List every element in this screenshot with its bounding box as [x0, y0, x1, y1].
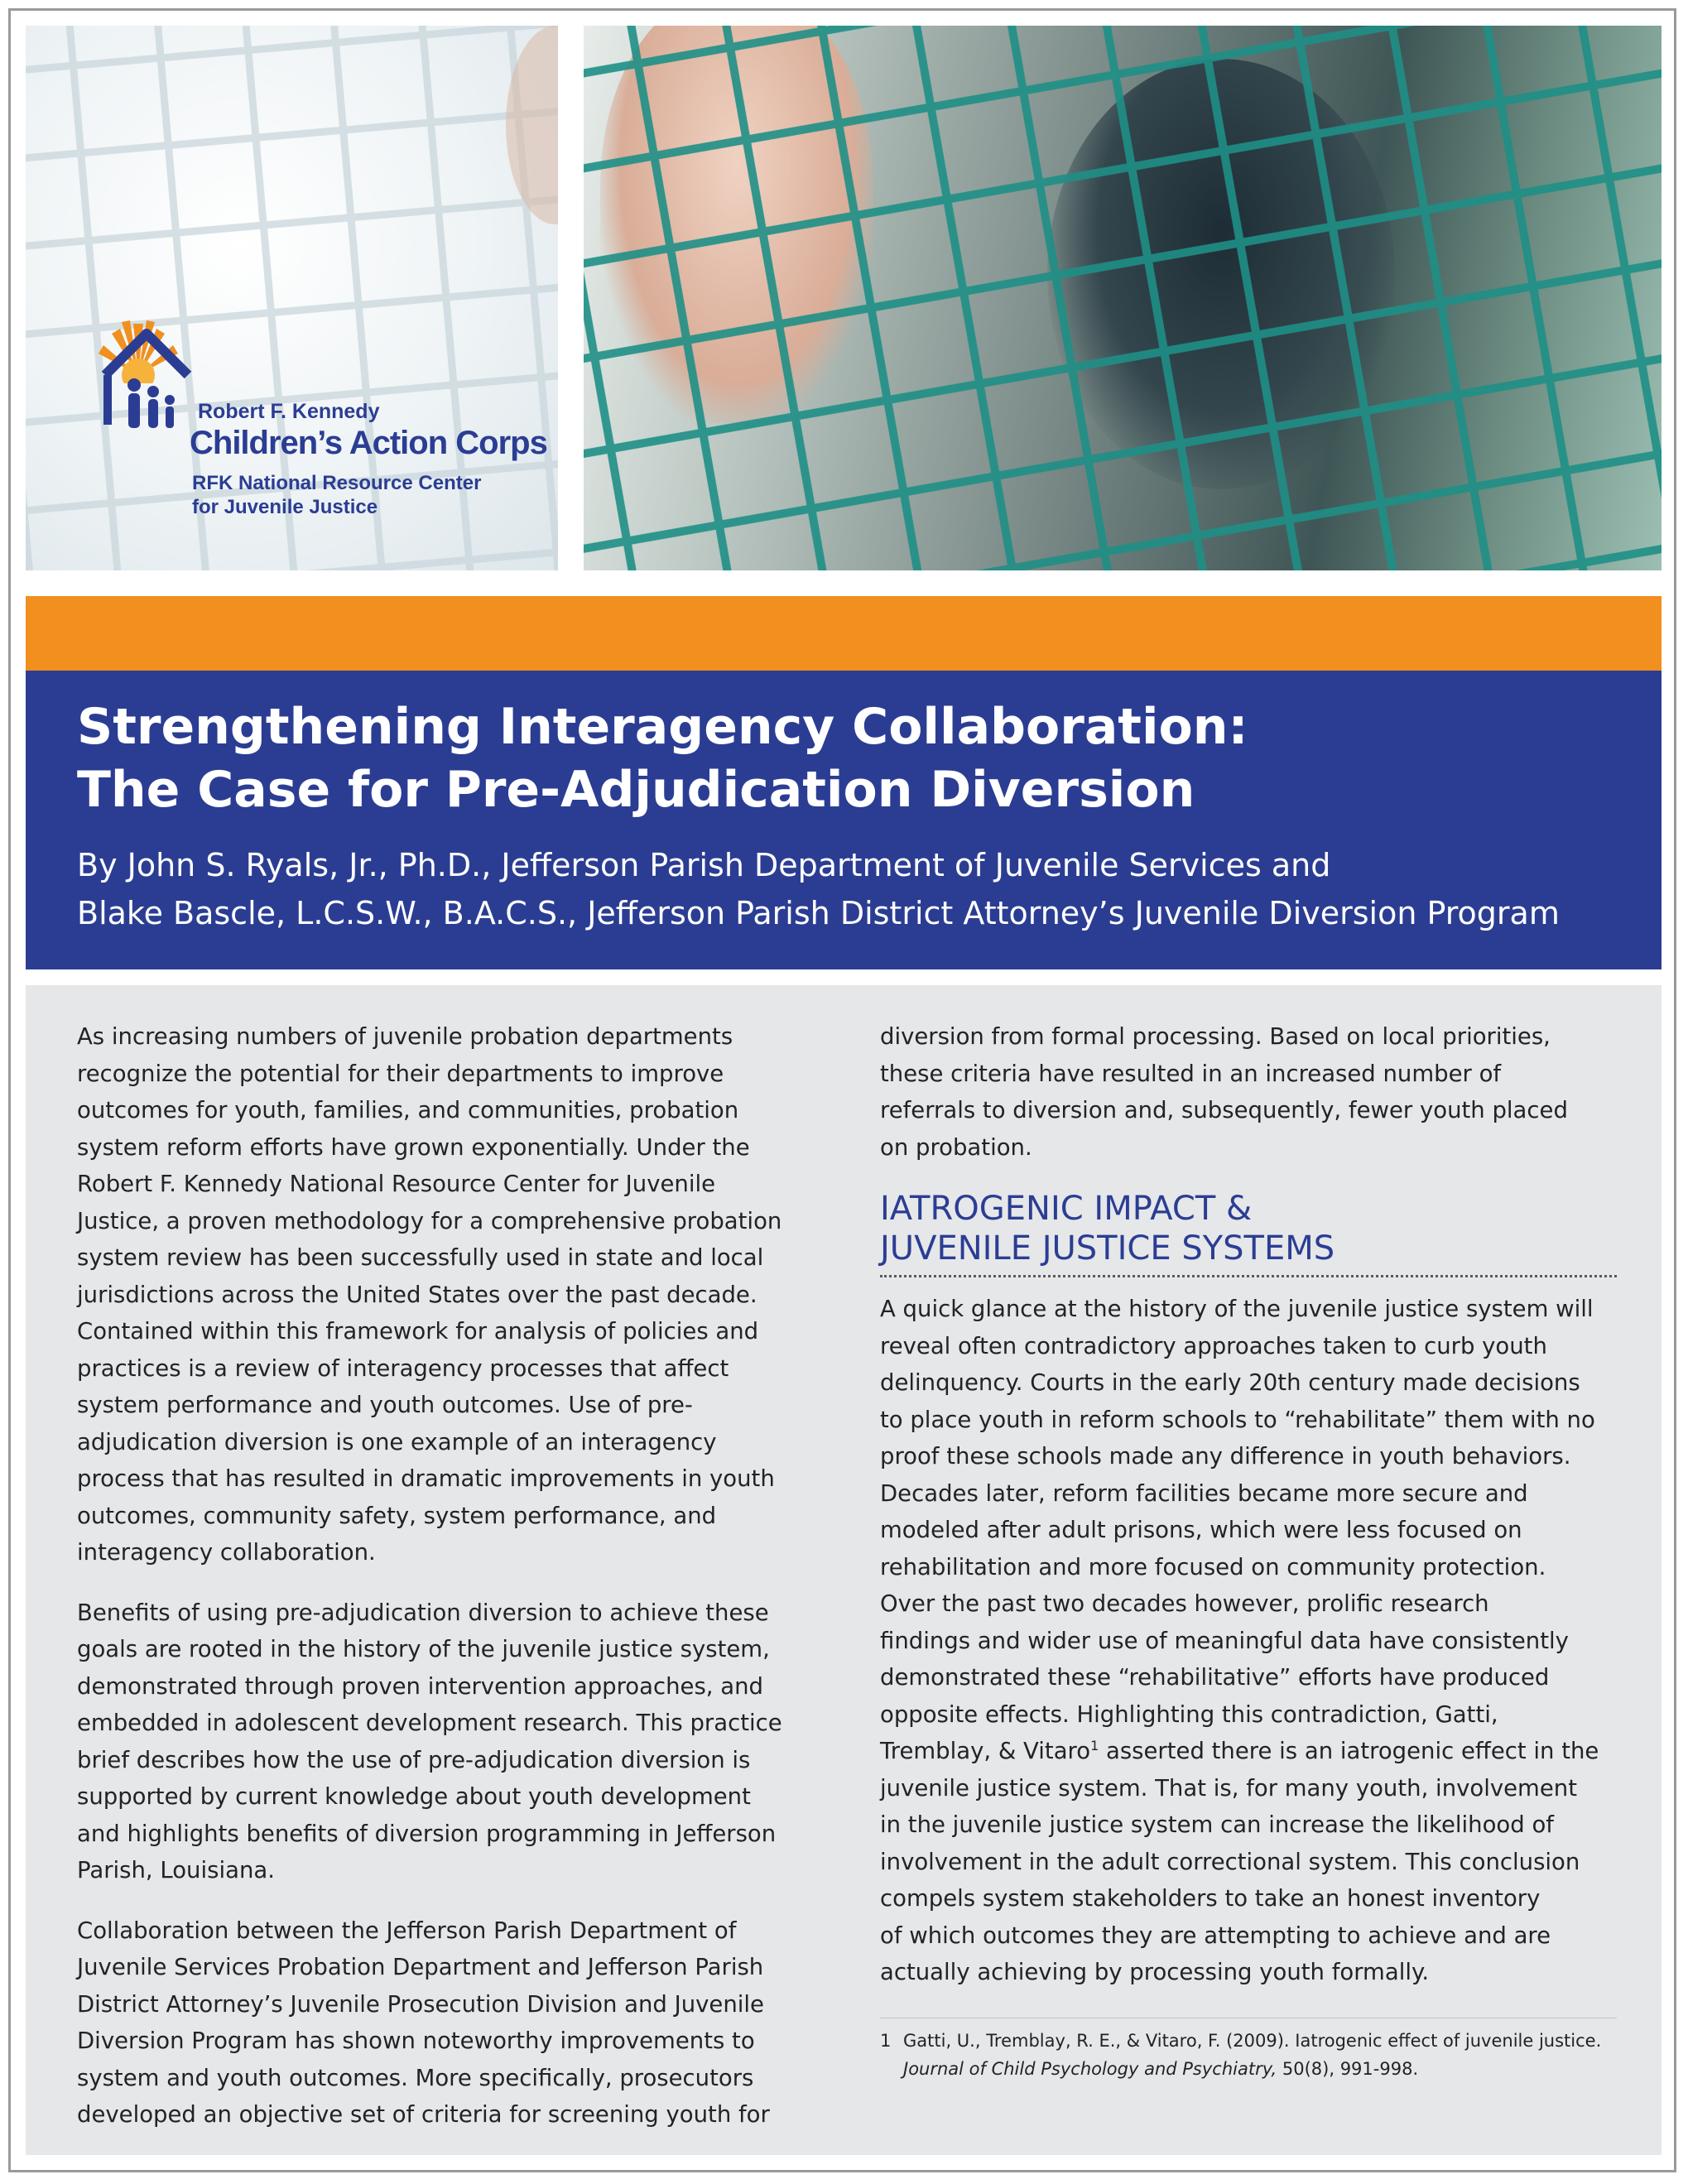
- text-line: to place youth in reform schools to “rehabilitate” them with no: [880, 1406, 1595, 1433]
- footnote-line-2: [880, 2055, 1625, 2083]
- byline-line-2: Blake Bascle, L.C.S.W., B.A.C.S., Jefferson Parish District Attorney’s Juvenile Diversion Program: [77, 895, 1560, 931]
- text-line: Diversion Program has shown noteworthy improvements to: [77, 2028, 755, 2054]
- orange-accent-bar: [26, 596, 1662, 671]
- logo-line-resource-center: RFK National Resource Center: [192, 472, 482, 494]
- fence-photo-right: [584, 26, 1662, 570]
- text-line: system reform efforts have grown exponentially. Under the: [77, 1133, 750, 1161]
- text-line: Justice, a proven methodology for a comprehensive probation: [77, 1207, 782, 1234]
- paragraph-iatrogenic: [880, 1291, 1625, 1991]
- fence-photo-left: [26, 26, 558, 570]
- text-line: Contained within this framework for analysis of policies and: [77, 1318, 759, 1345]
- text-line: on probation.: [880, 1133, 1032, 1161]
- footnote-journal: Journal of Child Psychology and Psychiatry,: [903, 2058, 1277, 2079]
- text-line: As increasing numbers of juvenile probation departments: [77, 1023, 733, 1050]
- footnote-citation: Gatti, U., Tremblay, R. E., & Vitaro, F. (2009). Iatrogenic effect of juvenile justice.: [903, 2030, 1602, 2051]
- text-line: diversion from formal processing. Based on local priorities,: [880, 1023, 1551, 1050]
- text-line: developed an objective set of criteria for screening youth for: [77, 2101, 770, 2128]
- text-line: Collaboration between the Jefferson Parish Department of: [77, 1917, 737, 1944]
- text-line: system review has been successfully used in state and local: [77, 1244, 764, 1271]
- text-fragment: Tremblay, & Vitaro: [880, 1738, 1091, 1764]
- section-heading-iatrogenic: [880, 1189, 1625, 1268]
- byline: [77, 841, 1560, 937]
- dotted-divider: [880, 1275, 1617, 1277]
- page-title: [77, 695, 1248, 821]
- right-column: [880, 1018, 1625, 2083]
- title-line-2: The Case for Pre-Adjudication Diversion: [77, 761, 1195, 819]
- paragraph-diversion-continued: [880, 1018, 1625, 1166]
- title-banner: [26, 671, 1662, 969]
- article-body: [26, 985, 1662, 2155]
- text-line: opposite effects. Highlighting this contradiction, Gatti,: [880, 1701, 1498, 1728]
- text-line: of which outcomes they are attempting to achieve and are: [880, 1922, 1551, 1949]
- text-line: embedded in adolescent development research. This practice: [77, 1710, 782, 1736]
- text-line: outcomes, community safety, system performance, and: [77, 1502, 717, 1529]
- text-line-with-citation: [880, 1733, 1625, 1770]
- heading-line-2: JUVENILE JUSTICE SYSTEMS: [880, 1229, 1335, 1268]
- text-line: A quick glance at the history of the juvenile justice system will: [880, 1296, 1594, 1322]
- byline-line-1: By John S. Ryals, Jr., Ph.D., Jefferson Parish Department of Juvenile Services and: [77, 847, 1331, 883]
- footnote-number: 1: [880, 2030, 892, 2051]
- text-line: supported by current knowledge about youth development: [77, 1783, 751, 1810]
- text-line: referrals to diversion and, subsequently, fewer youth placed: [880, 1097, 1568, 1123]
- text-fragment: asserted there is an iatrogenic effect in the: [1099, 1738, 1599, 1764]
- heading-line-1: IATROGENIC IMPACT &: [880, 1190, 1253, 1228]
- text-line: Robert F. Kennedy National Resource Center for Juvenile: [77, 1171, 716, 1197]
- title-line-1: Strengthening Interagency Collaboration:: [77, 698, 1248, 756]
- text-line: process that has resulted in dramatic improvements in youth: [77, 1465, 775, 1492]
- text-line: modeled after adult prisons, which were less focused on: [880, 1517, 1522, 1543]
- footnote-reference[interactable]: 1: [1090, 1737, 1099, 1753]
- text-line: in the juvenile justice system can increase the likelihood of: [880, 1811, 1554, 1838]
- text-line: delinquency. Courts in the early 20th century made decisions: [880, 1369, 1580, 1396]
- text-line: Benefits of using pre-adjudication diversion to achieve these: [77, 1599, 769, 1626]
- text-line: findings and wider use of meaningful data have consistently: [880, 1627, 1569, 1654]
- text-line: system performance and youth outcomes. Use of pre-: [77, 1392, 693, 1418]
- paragraph-benefits: [77, 1595, 822, 1889]
- text-line: Decades later, reform facilities became more secure and: [880, 1479, 1528, 1507]
- text-line: and highlights benefits of diversion programming in Jefferson: [77, 1820, 777, 1847]
- text-line: practices is a review of interagency processes that affect: [77, 1354, 729, 1382]
- paragraph-collaboration: [77, 1912, 822, 2133]
- text-line: Parish, Louisiana.: [77, 1857, 275, 1883]
- text-line: goals are rooted in the history of the juvenile justice system,: [77, 1636, 770, 1662]
- family-house-icon: [97, 317, 196, 441]
- footnote-1: [880, 2027, 1625, 2083]
- text-line: recognize the potential for their departments to improve: [77, 1060, 724, 1087]
- text-line: involvement in the adult correctional system. This conclusion: [880, 1848, 1580, 1875]
- text-line: actually achieving by processing youth formally.: [880, 1959, 1430, 1985]
- logo-line-robert-f-kennedy: Robert F. Kennedy: [198, 400, 380, 423]
- text-line: District Attorney’s Juvenile Prosecution Division and Juvenile: [77, 1990, 764, 2018]
- text-line: reveal often contradictory approaches taken to curb youth: [880, 1332, 1547, 1359]
- rfk-logo: [97, 317, 558, 532]
- text-line: system and youth outcomes. More specifically, prosecutors: [77, 2064, 754, 2091]
- text-line: adjudication diversion is one example of an interagency: [77, 1428, 717, 1455]
- left-column: [77, 1018, 822, 2157]
- text-line: outcomes for youth, families, and communities, probation: [77, 1097, 739, 1123]
- text-line: juvenile justice system. That is, for many youth, involvement: [880, 1774, 1577, 1802]
- text-line: these criteria have resulted in an increased number of: [880, 1060, 1502, 1087]
- text-line: demonstrated these “rehabilitative” efforts have produced: [880, 1664, 1550, 1691]
- text-line: Juvenile Services Probation Department and Jefferson Parish: [77, 1954, 764, 1980]
- text-line: Over the past two decades however, prolific research: [880, 1590, 1489, 1617]
- paragraph-intro: [77, 1018, 822, 1571]
- text-line: brief describes how the use of pre-adjudication diversion is: [77, 1746, 751, 1773]
- chain-link-fence-graphic: [584, 26, 1662, 570]
- footnote-volume: 50(8), 991-998.: [1277, 2058, 1419, 2079]
- text-line: jurisdictions across the United States over the past decade.: [77, 1281, 757, 1308]
- text-line: compels system stakeholders to take an honest inventory: [880, 1885, 1541, 1912]
- logo-line-childrens-action-corps: Children’s Action Corps: [190, 425, 547, 461]
- logo-line-juvenile-justice: for Juvenile Justice: [192, 496, 378, 518]
- text-line: interagency collaboration.: [77, 1539, 376, 1566]
- text-line: rehabilitation and more focused on community protection.: [880, 1553, 1546, 1580]
- text-line: demonstrated through proven intervention approaches, and: [77, 1672, 764, 1700]
- text-line: proof these schools made any difference in youth behaviors.: [880, 1443, 1571, 1470]
